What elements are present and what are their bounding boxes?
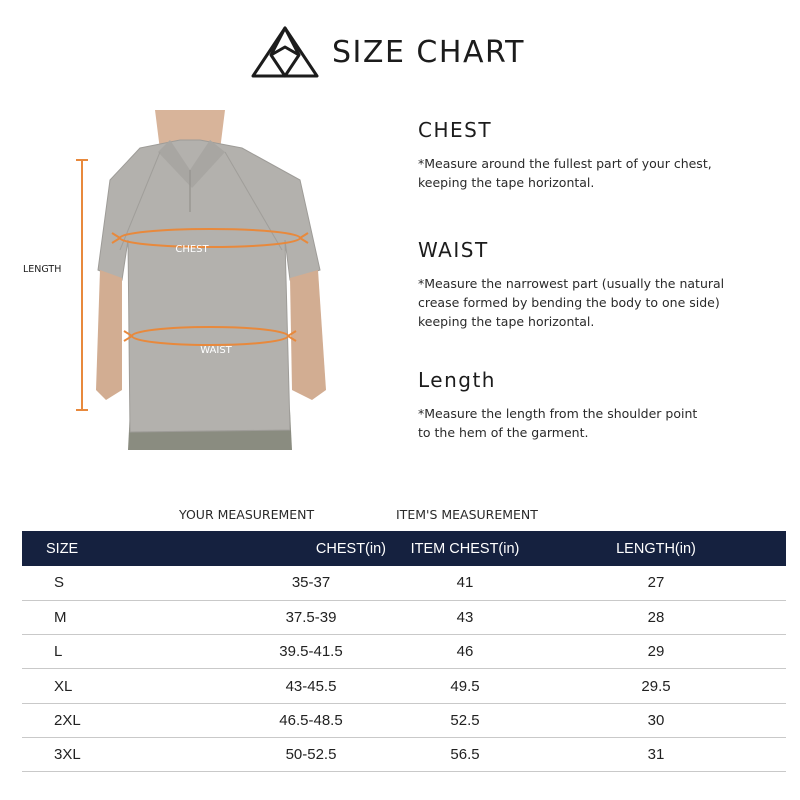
length-label: LENGTH [23,264,62,275]
length-cell: 29.5 [526,669,786,703]
polo-shirt-illustration [20,110,350,450]
size-cell: 2XL [22,703,108,737]
item-chest-cell: 52.5 [404,703,526,737]
item-chest-cell: 56.5 [404,737,526,771]
size-cell: L [22,635,108,669]
guide-text: *Measure the length from the shoulder point to the hem of the garment. [418,406,698,440]
chest-cell: 46.5-48.5 [108,703,404,737]
item-chest-cell: 41 [404,566,526,600]
guide-waist [418,238,724,331]
item-chest-cell: 43 [404,600,526,634]
guide-text: *Measure around the fullest part of your chest, keeping the tape horizontal. [418,156,712,190]
table-row [22,669,786,703]
chest-cell: 39.5-41.5 [108,635,404,669]
size-chart-header [250,24,525,80]
guide-chest [418,118,712,192]
header-chest: CHEST(in) [108,531,404,566]
size-cell: XL [22,669,108,703]
length-cell: 28 [526,600,786,634]
chest-cell: 50-52.5 [108,737,404,771]
length-measure-line [76,160,88,410]
length-cell: 29 [526,635,786,669]
header-item-chest: ITEM CHEST(in) [404,531,526,566]
guide-title: WAIST [418,238,489,262]
table-row [22,635,786,669]
chest-cell: 35-37 [108,566,404,600]
table-row [22,737,786,771]
table-header-row [22,531,786,566]
size-table [22,531,786,772]
item-measurement-caption: ITEM'S MEASUREMENT [396,507,538,522]
header-length: LENGTH(in) [526,531,786,566]
chest-cell: 43-45.5 [108,669,404,703]
size-cell: 3XL [22,737,108,771]
size-cell: S [22,566,108,600]
mountain-triangle-icon [250,25,320,79]
column-captions [0,507,800,525]
table-row [22,600,786,634]
guide-length [418,368,697,442]
chest-label: CHEST [175,244,209,255]
page-title: SIZE CHART [332,34,525,70]
guide-title: CHEST [418,118,493,142]
table-row [22,703,786,737]
item-chest-cell: 49.5 [404,669,526,703]
length-cell: 30 [526,703,786,737]
size-cell: M [22,600,108,634]
table-row [22,566,786,600]
your-measurement-caption: YOUR MEASUREMENT [179,507,315,522]
length-cell: 31 [526,737,786,771]
chest-cell: 37.5-39 [108,600,404,634]
guide-title: Length [418,368,496,392]
item-chest-cell: 46 [404,635,526,669]
waist-label: WAIST [200,345,232,356]
header-size: SIZE [22,531,108,566]
guide-text: *Measure the narrowest part (usually the natural crease formed by bending the body to one side) keeping the tape horizontal. [418,276,725,329]
shirt-figure [20,110,350,450]
length-cell: 27 [526,566,786,600]
